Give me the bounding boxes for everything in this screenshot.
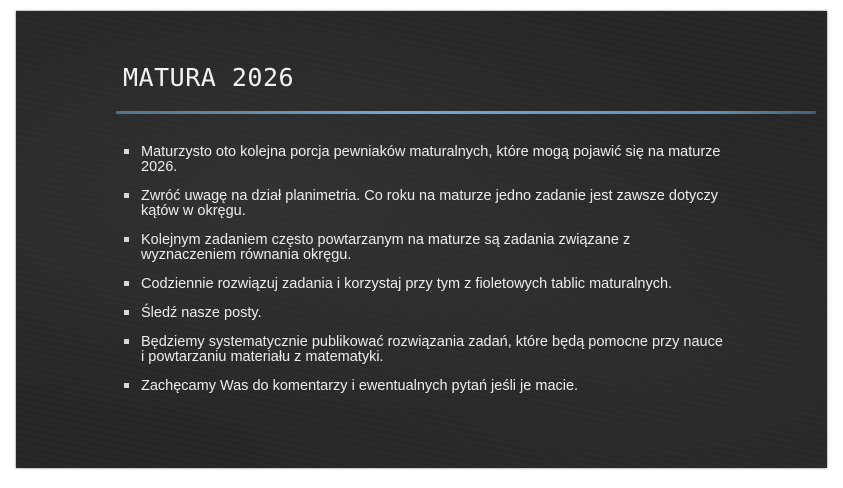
bullet-item-3 bbox=[124, 233, 724, 263]
bullet-text: Codziennie rozwiązuj zadania i korzystaj przy tym z fioletowych tablic maturalnych. bbox=[141, 276, 673, 292]
bullet-item-6 bbox=[124, 335, 724, 365]
presentation-slide bbox=[16, 11, 827, 468]
square-bullet-icon bbox=[124, 310, 129, 315]
bullet-item-7 bbox=[124, 379, 724, 394]
bullet-text: Kolejnym zadaniem często powtarzanym na maturze są zadania związane z wyznaczeniem równania okręgu. bbox=[141, 232, 631, 263]
bullet-item-1 bbox=[124, 145, 724, 175]
bullet-text: Zachęcamy Was do komentarzy i ewentualnych pytań jeśli je macie. bbox=[141, 378, 579, 394]
square-bullet-icon bbox=[124, 281, 129, 286]
square-bullet-icon bbox=[124, 149, 129, 154]
bullet-text: Maturzysto oto kolejna porcja pewniaków maturalnych, które mogą pojawić się na maturze 2026. bbox=[141, 144, 721, 175]
bullet-text: Zwróć uwagę na dział planimetria. Co roku na maturze jedno zadanie jest zawsze dotyczy kątów w okręgu. bbox=[141, 188, 719, 219]
bullet-list bbox=[124, 145, 724, 408]
bullet-item-2 bbox=[124, 189, 724, 219]
square-bullet-icon bbox=[124, 339, 129, 344]
square-bullet-icon bbox=[124, 383, 129, 388]
square-bullet-icon bbox=[124, 193, 129, 198]
bullet-item-4 bbox=[124, 277, 724, 292]
bullet-text: Śledź nasze posty. bbox=[141, 305, 262, 321]
slide-title: MATURA 2026 bbox=[123, 63, 295, 92]
square-bullet-icon bbox=[124, 237, 129, 242]
bullet-text: Będziemy systematycznie publikować rozwiązania zadań, które będą pomocne przy nauce i powtarzaniu materiału z matematyki. bbox=[141, 334, 723, 365]
title-underline bbox=[116, 111, 816, 114]
bullet-item-5 bbox=[124, 306, 724, 321]
